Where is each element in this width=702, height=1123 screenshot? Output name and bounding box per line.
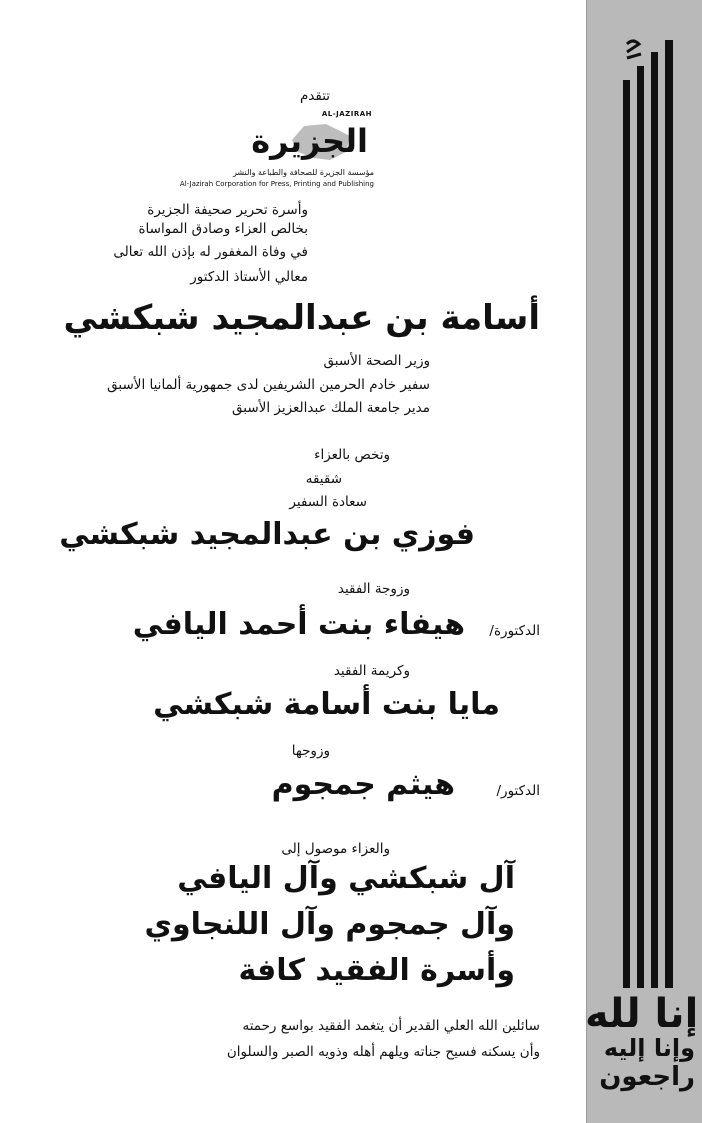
band-line-3: راجعون [599,1062,695,1092]
intro-line-2: بخالص العزاء وصادق المواساة [138,221,308,237]
special-condolence-label: وتخص بالعزاء [314,447,390,463]
wife-name: هيفاء بنت أحمد اليافي [132,607,465,642]
decorative-band [586,0,702,1123]
brother-name: فوزي بن عبدالمجيد شبكشي [59,517,475,552]
extended-families-line-3: وأسرة الفقيد كافة [238,953,515,988]
deceased-name: أسامة بن عبدالمجيد شبكشي [63,298,540,338]
prayer-line-2: وأن يسكنه فسيح جناته ويلهم أهله وذويه الصبر والسلوان [226,1044,540,1060]
deceased-title-3: مدير جامعة الملك عبدالعزيز الأسبق [232,400,430,416]
logo-arabic-name: الجزيرة [251,122,368,160]
daughter-name: مايا بنت أسامة شبكشي [153,687,500,722]
vertical-bars-ornament [587,0,702,1123]
logo-arabic-subtitle: مؤسسة الجزيرة للصحافة والطباعة والنشر [232,168,374,177]
wife-prefix: الدكتورة/ [489,623,540,639]
extended-families-line-1: آل شبكشي وآل اليافي [177,861,515,896]
band-line-2: وإنا إليه [603,1034,695,1062]
deceased-title-1: وزير الصحة الأسبق [323,353,430,369]
main-text-column [59,0,540,1123]
extended-families-line-2: وآل جمجوم وآل اللنجاوي [144,907,515,942]
intro-line-1: وأسرة تحرير صحيفة الجزيرة [147,202,308,218]
deceased-title-2: سفير خادم الحرمين الشريفين لدى جمهورية ألمانيا الأسبق [107,377,430,393]
wife-label: وزوجة الفقيد [337,581,410,597]
extended-condolence-label: والعزاء موصول إلى [281,841,390,857]
brother-title: سعادة السفير [289,494,367,510]
logo-english-subtitle: Al-Jazirah Corporation for Press, Printing and Publishing [179,180,374,188]
husband-prefix: الدكتور/ [496,783,540,799]
husband-label: وزوجها [291,743,330,759]
brother-label: شقيقه [305,471,342,487]
intro-line-3: في وفاة المغفور له بإذن الله تعالى [113,244,308,260]
presents-text: تتقدم [299,88,331,104]
band-line-1: إنا لله [585,991,699,1037]
husband-name: هيثم جمجوم [271,767,455,802]
daughter-label: وكريمة الفقيد [333,663,410,679]
prayer-line-1: سائلين الله العلي القدير أن يتغمد الفقيد بواسع رحمته [242,1018,540,1034]
intro-line-4: معالي الأستاذ الدكتور [190,269,308,285]
logo-latin-name: AL-JAZIRAH [321,110,372,118]
